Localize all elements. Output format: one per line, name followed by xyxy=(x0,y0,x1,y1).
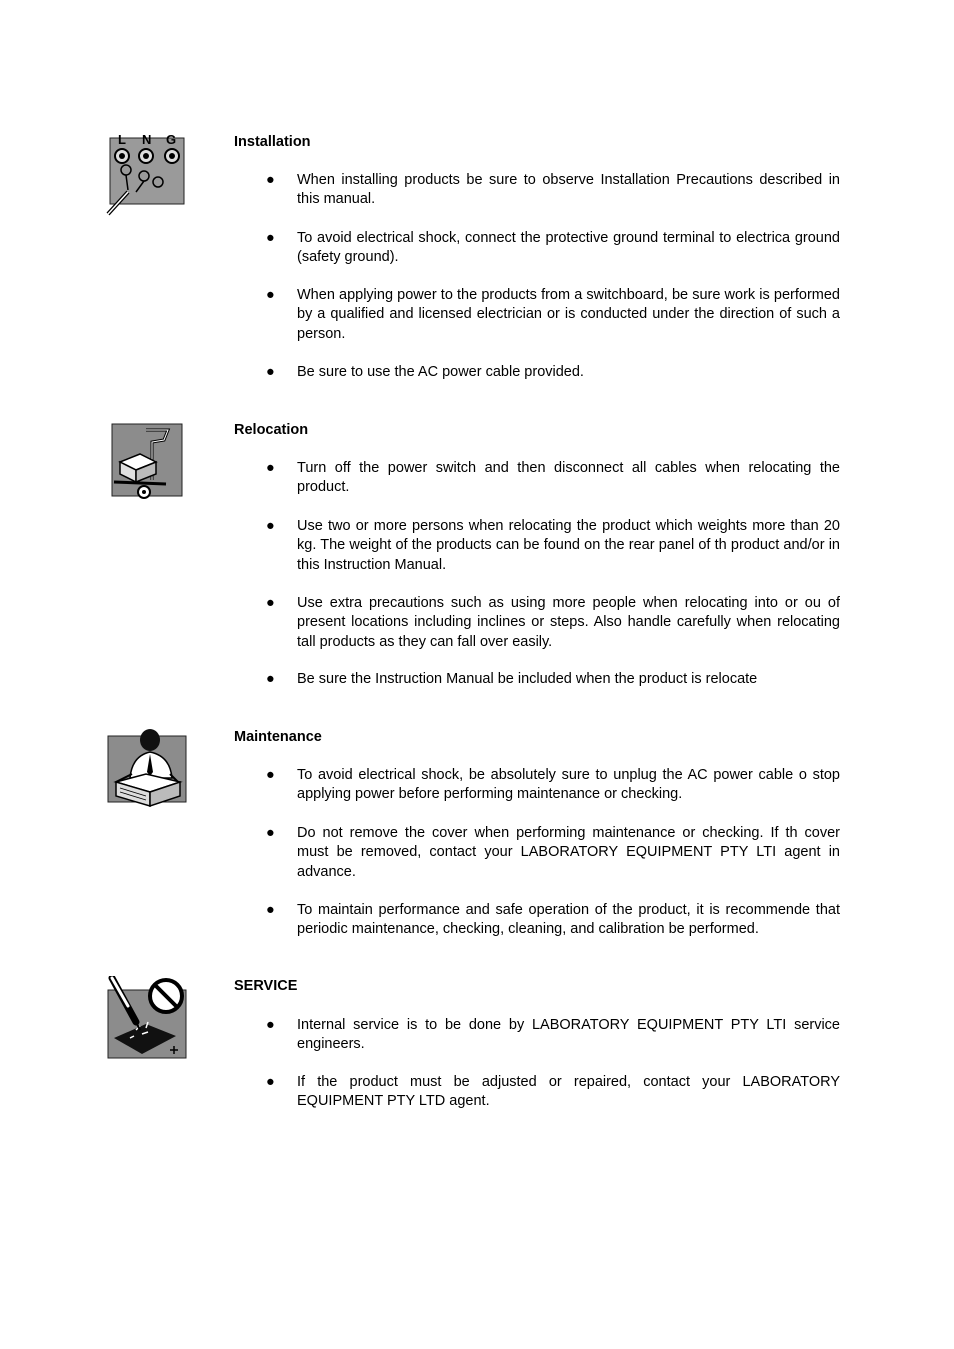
technician-icon xyxy=(106,726,188,810)
bullet-text: To maintain performance and safe operation of the product, it is recommende that periodic maintenance, checking, cleaning, and calibration be performed. xyxy=(297,902,840,938)
bullet-glyph: ● xyxy=(266,364,275,380)
bullet-glyph: ● xyxy=(266,230,275,246)
bullet-glyph: ● xyxy=(266,172,275,188)
bullet-glyph: ● xyxy=(266,671,275,687)
bullet-glyph: ● xyxy=(266,825,275,841)
bullet-glyph: ● xyxy=(266,1017,275,1033)
bullet-text: Internal service is to be done by LABORATORY EQUIPMENT PTY LTI service engineers. xyxy=(297,1017,840,1053)
bullet-text: When installing products be sure to observe Installation Precautions described in this manual. xyxy=(297,172,840,208)
bullet-glyph: ● xyxy=(266,595,275,611)
terminal-label-g: G xyxy=(166,132,177,147)
bullet-glyph: ● xyxy=(266,460,275,476)
bullet-text: Do not remove the cover when performing maintenance or checking. If th cover must be removed, contact your LABORATORY EQUIPMENT PTY LTI agent in advance. xyxy=(297,825,840,880)
terminal-label-l: L xyxy=(118,132,126,147)
terminal-lng-icon xyxy=(106,132,188,216)
bullet-text: Be sure the Instruction Manual be included when the product is relocate xyxy=(297,671,758,687)
bullet-text: To avoid electrical shock, connect the protective ground terminal to electrica ground (safety ground). xyxy=(297,230,840,266)
no-screwdriver-icon xyxy=(106,976,188,1060)
relocation-heading: Relocation xyxy=(234,422,309,438)
bullet-glyph: ● xyxy=(266,902,275,918)
bullet-text: If the product must be adjusted or repaired, contact your LABORATORY EQUIPMENT PTY LTD agent. xyxy=(297,1074,840,1110)
bullet-text: To avoid electrical shock, be absolutely sure to unplug the AC power cable o stop applying power before performing maintenance or checking. xyxy=(297,767,840,803)
hand-truck-icon xyxy=(106,420,188,504)
bullet-text: Use two or more persons when relocating the product which weights more than 20 kg. The weight of the products can be found on the rear panel of th product and/or in this Instruction Manual. xyxy=(297,518,840,573)
bullet-glyph: ● xyxy=(266,287,275,303)
bullet-text: Turn off the power switch and then disconnect all cables when relocating the product. xyxy=(297,460,840,496)
bullet-glyph: ● xyxy=(266,518,275,534)
installation-heading: Installation xyxy=(234,134,311,150)
bullet-text: Be sure to use the AC power cable provided. xyxy=(297,364,584,380)
bullet-glyph: ● xyxy=(266,1074,275,1090)
maintenance-heading: Maintenance xyxy=(234,729,322,745)
terminal-label-n: N xyxy=(142,132,152,147)
bullet-text: When applying power to the products from a switchboard, be sure work is performed by a qualified and licensed electrician or is conducted under the direction of such a person. xyxy=(297,287,840,342)
service-heading: SERVICE xyxy=(234,978,298,994)
bullet-glyph: ● xyxy=(266,767,275,783)
bullet-text: Use extra precautions such as using more people when relocating into or ou of present locations including inclines or steps. Also handle carefully when relocating tall products as they can fall over easily. xyxy=(297,595,840,650)
